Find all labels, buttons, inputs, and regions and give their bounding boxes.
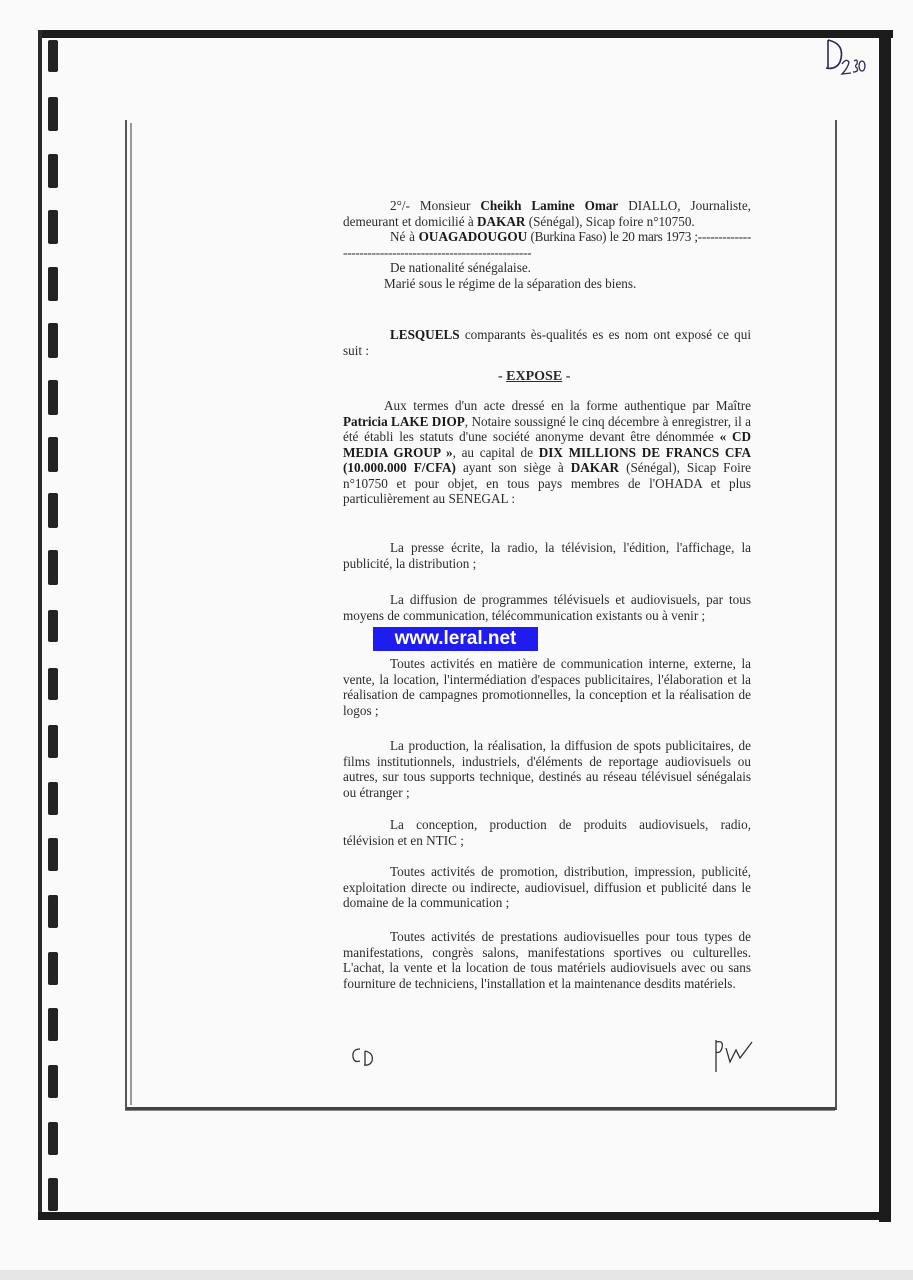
punch-hole	[48, 725, 58, 758]
punch-hole	[48, 838, 58, 871]
paragraph-objet-2	[343, 592, 751, 623]
city-name: DAKAR	[570, 460, 620, 475]
punch-hole	[48, 895, 58, 928]
punch-hole	[48, 550, 58, 585]
text: , au capital de	[452, 444, 539, 460]
person-name: Cheikh Lamine Omar	[480, 198, 619, 213]
text: , Notaire soussigné le cinq décembre à enregistrer, il a été établi les statuts d'une société anonyme devant être dénommée	[343, 413, 751, 444]
text: Aux termes d'un acte dressé en la forme authentique par Maître	[384, 398, 751, 413]
punch-hole	[48, 1065, 58, 1098]
initials-left-signature	[348, 1043, 382, 1069]
document-frame-bottom-line	[125, 1110, 835, 1111]
paragraph-lesquels	[343, 327, 751, 358]
punch-hole	[48, 668, 58, 700]
scan-border-right	[879, 30, 891, 1222]
text: Journaliste, demeurant et domicilié à	[343, 198, 751, 229]
text: comparants ès-qualités es es nom ont exposé ce qui suit :	[343, 327, 751, 358]
punch-hole	[48, 610, 58, 642]
heading-dash: -	[498, 369, 507, 384]
text: ayant son siège à	[455, 460, 571, 475]
scan-border-left	[38, 30, 42, 1220]
objet-text: Toutes activités de promotion, distribution, impression, publicité, exploitation directe ou indirecte, audiovisuel, diffusion et publicité dans le domaine de la communication ;	[343, 864, 751, 910]
punch-hole	[48, 782, 58, 815]
section-heading	[498, 369, 570, 385]
objet-text: Toutes activités de prestations audiovisuelles pour tous types de manifestations, congrès salons, manifestations sportives ou culturelles. L'achat, la vente et la location de tous matériels audiovisuels avec ou sans fourniture de techniciens, l'installation et la maintenance desdits matériels.	[343, 929, 751, 991]
objet-text: La production, la réalisation, la diffusion de spots publicitaires, de films institutionnels, industriels, d'éléments de reportage audiovisuels ou autres, sur tous supports technique, destinés au réseau télévisuel sénégalais ou étranger ;	[343, 738, 751, 800]
punch-hole	[48, 154, 58, 188]
scan-border-bottom	[38, 1212, 891, 1220]
punch-hole	[48, 437, 58, 472]
punch-hole	[48, 952, 58, 985]
objet-text: La presse écrite, la radio, la télévision, l'édition, l'affichage, la publicité, la distribution ;	[343, 540, 751, 571]
birth-city: OUAGADOUGOU	[418, 229, 528, 244]
share-capital: DIX MILLIONS DE FRANCS CFA (10.000.000 F/CFA)	[343, 444, 752, 475]
heading-dash: -	[562, 369, 571, 384]
objet-text: La conception, production de produits audiovisuels, radio, télévision et en NTIC ;	[343, 817, 751, 848]
punch-hole	[48, 1008, 58, 1041]
paragraph-objet-4	[343, 738, 751, 800]
watermark-link[interactable]: www.leral.net	[373, 627, 538, 651]
text: (Sénégal), Sicap Foire n°10750 et pour objet, en tous pays membres de l'OHADA et plus particulièrement au SENEGAL :	[343, 460, 751, 506]
punch-hole	[48, 1178, 58, 1211]
paragraph-objet-3	[343, 656, 751, 718]
punch-hole	[48, 267, 58, 301]
paragraph-objet-6	[343, 864, 751, 911]
initials-right-signature	[708, 1036, 758, 1076]
notary-name: Patricia LAKE DIOP	[343, 413, 465, 429]
paragraph-objet-1	[343, 540, 751, 571]
scan-shadow	[0, 1270, 913, 1280]
paragraph-comparant-2	[343, 198, 751, 291]
company-name: « CD MEDIA GROUP »	[343, 429, 751, 460]
marital-regime: Marié sous le régime de la séparation des biens.	[384, 275, 637, 291]
text: 2°/- Monsieur	[390, 198, 481, 213]
punch-hole	[48, 493, 58, 528]
scan-border-top	[38, 30, 893, 38]
nationality: De nationalité sénégalaise.	[390, 260, 531, 275]
text: (Burkina Faso) le 20 mars 1973 ;-----------------------------------------------------------	[343, 229, 751, 260]
punch-hole	[48, 323, 58, 358]
text: (Sénégal), Sicap foire n°10750.	[525, 213, 695, 229]
paragraph-statuts	[343, 398, 751, 507]
objet-text: Toutes activités en matière de communication interne, externe, la vente, la location, l'intermédiation d'espaces publicitaires, l'élaboration et la réalisation de campagnes promotionnelles, la conception et la réalisation de logos ;	[343, 656, 751, 718]
punch-hole	[48, 97, 58, 131]
punch-hole	[48, 1122, 58, 1155]
city-name: DAKAR	[477, 213, 526, 229]
punch-hole	[48, 40, 58, 72]
document-frame-inner-line	[130, 123, 132, 1105]
objet-text: La diffusion de programmes télévisuels et audiovisuels, par tous moyens de communication, télécommunication existants ou à venir ;	[343, 592, 751, 623]
paragraph-objet-7	[343, 929, 751, 991]
person-surname: DIALLO,	[618, 198, 681, 213]
text: Né à	[390, 229, 419, 244]
punch-hole	[48, 210, 58, 244]
lesquels-label: LESQUELS	[390, 327, 460, 342]
punch-hole	[48, 380, 58, 415]
paragraph-objet-5	[343, 817, 751, 848]
corner-page-mark	[820, 34, 870, 84]
heading-title: EXPOSE	[506, 369, 563, 384]
